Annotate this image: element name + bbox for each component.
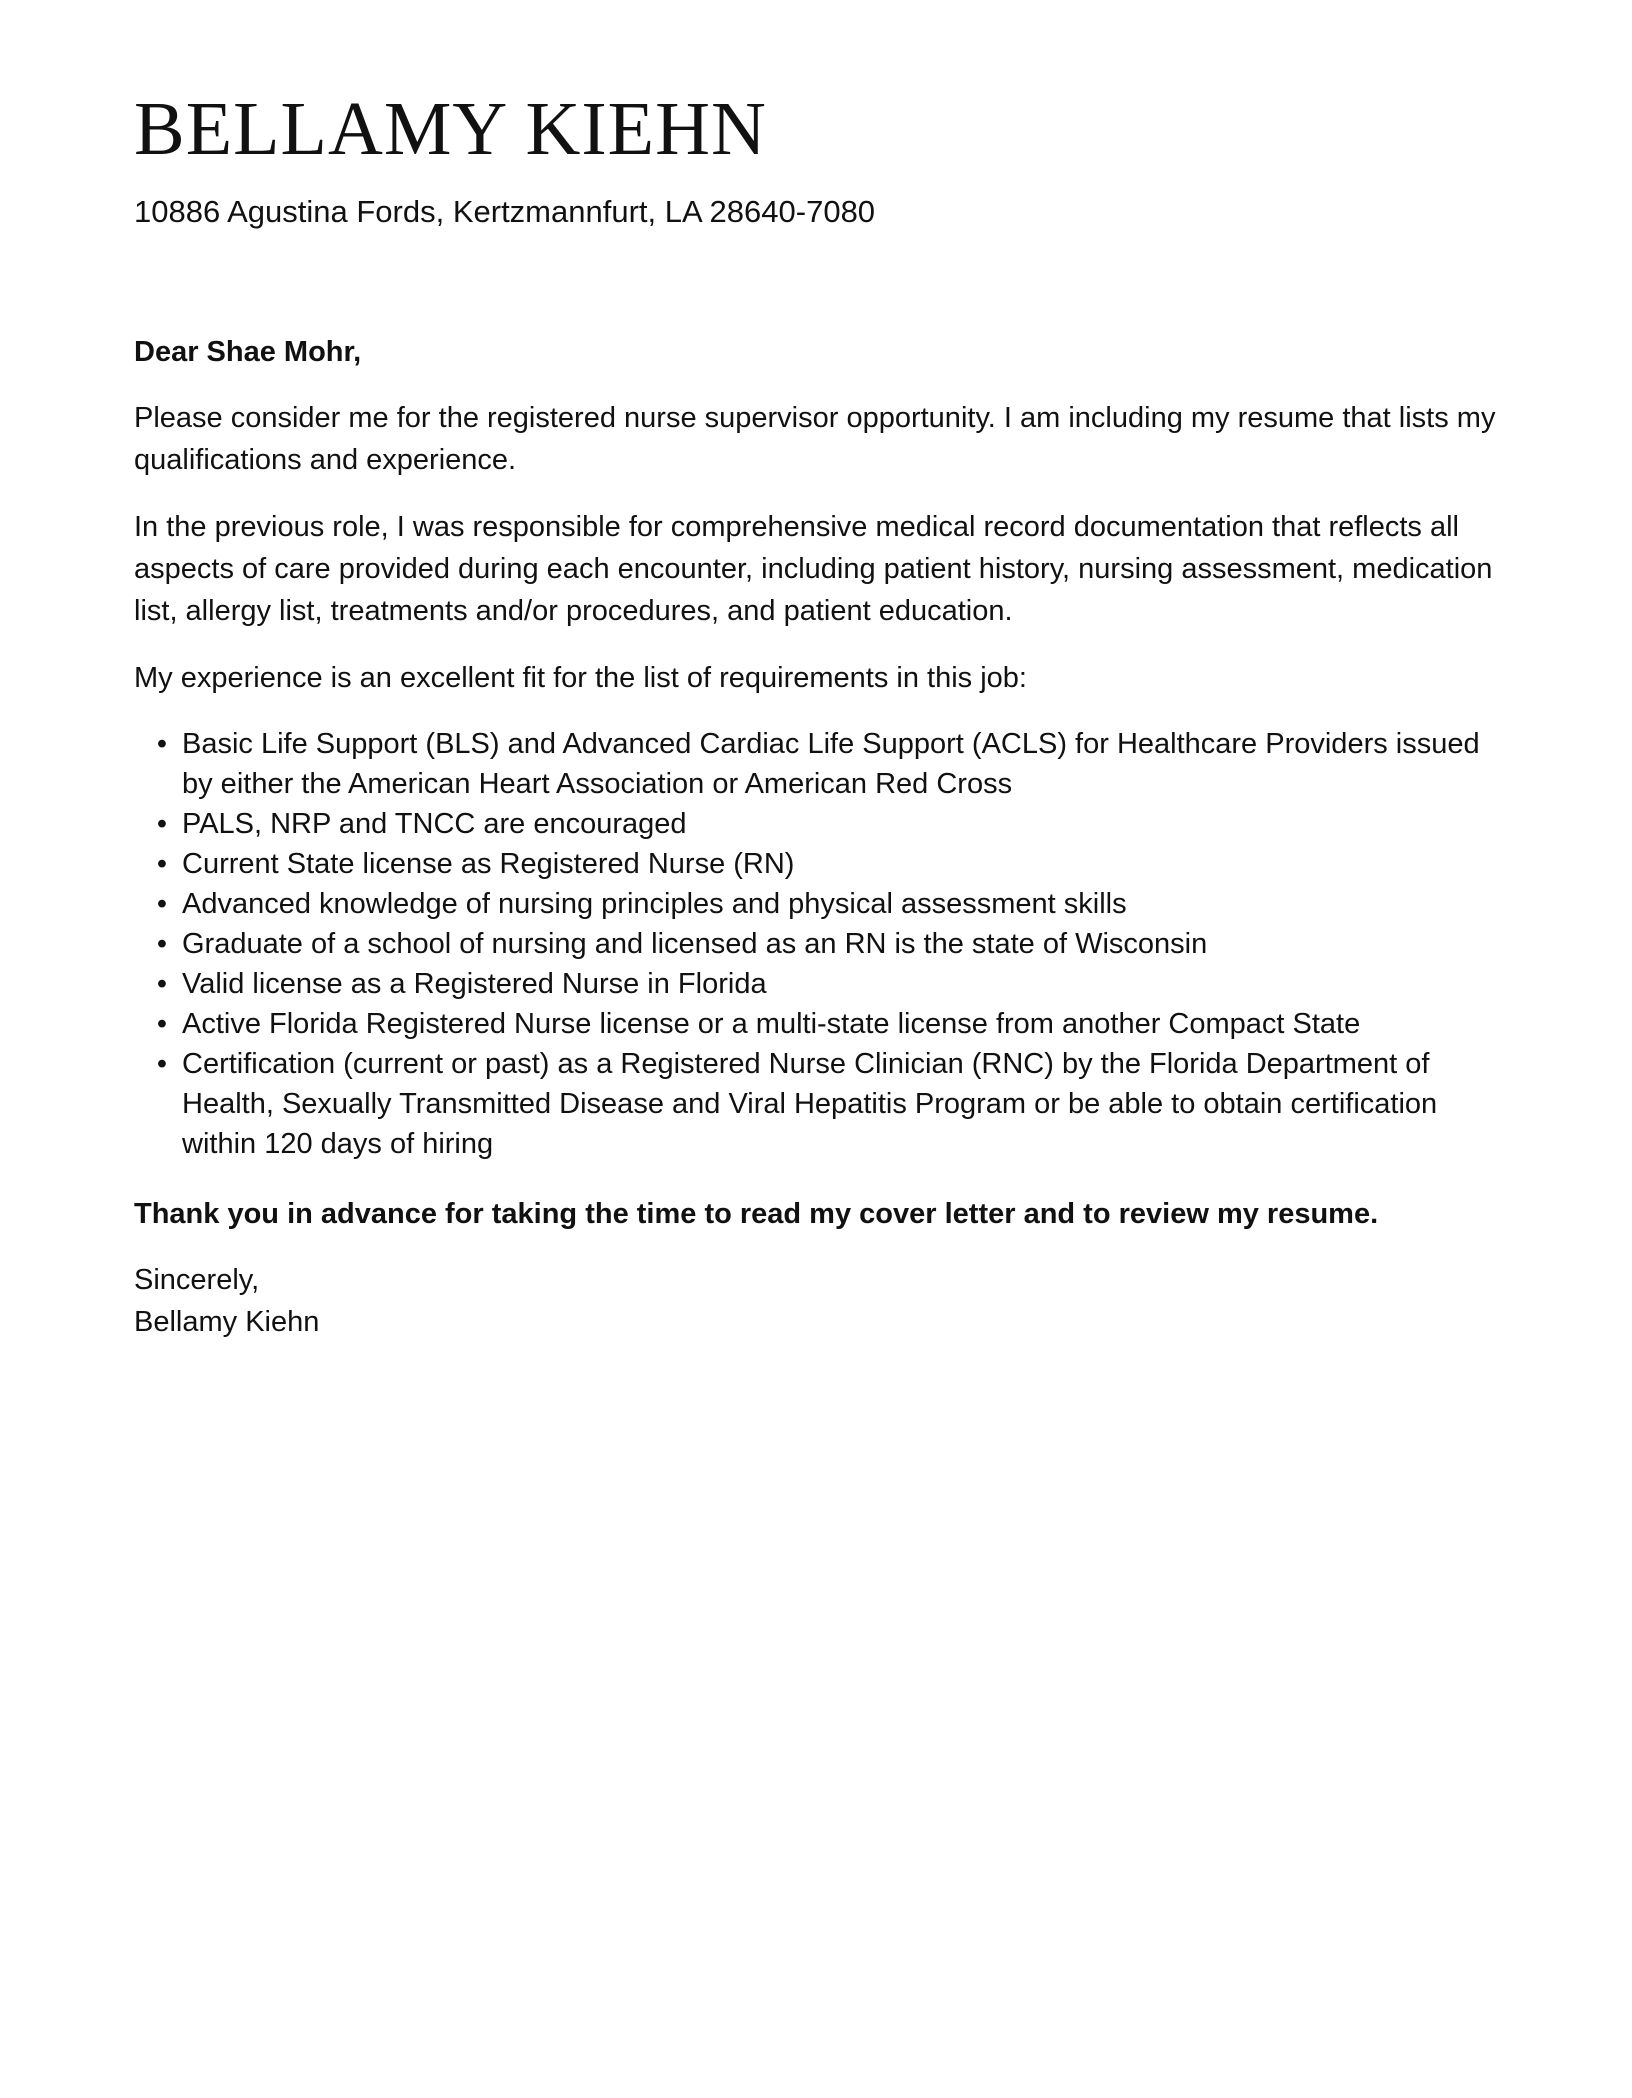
bullet-icon: • xyxy=(156,1008,168,1040)
bullet-icon: • xyxy=(156,888,168,920)
applicant-address: 10886 Agustina Fords, Kertzmannfurt, LA 28640-7080 xyxy=(134,194,876,229)
requirements-list xyxy=(134,724,1504,1164)
list-item-text: Active Florida Registered Nurse license or a multi-state license from another Compact State xyxy=(182,1008,1361,1040)
list-item-text: Graduate of a school of nursing and licensed as an RN is the state of Wisconsin xyxy=(182,928,1208,960)
list-item xyxy=(156,924,1504,964)
list-item-text: PALS, NRP and TNCC are encouraged xyxy=(182,808,687,840)
salutation: Dear Shae Mohr, xyxy=(134,336,362,368)
paragraph-intro: Please consider me for the registered nurse supervisor opportunity. I am including my resume that lists my qualifications and experience. xyxy=(134,402,1496,476)
closing-statement: Thank you in advance for taking the time to read my cover letter and to review my resume. xyxy=(134,1198,1379,1230)
paragraph-previous-role: In the previous role, I was responsible for comprehensive medical record documentation that reflects all aspects of care provided during each encounter, including patient history, nursing assessment, medication list, allergy list, treatments and/or procedures, and patient education. xyxy=(134,511,1493,627)
list-item-text: Advanced knowledge of nursing principles and physical assessment skills xyxy=(182,888,1127,920)
signoff-block xyxy=(134,1259,1504,1343)
signature-name: Bellamy Kiehn xyxy=(134,1306,320,1338)
list-item-text: Valid license as a Registered Nurse in Florida xyxy=(182,968,767,1000)
list-item-text: Current State license as Registered Nurse (RN) xyxy=(182,848,795,880)
signoff-text: Sincerely, xyxy=(134,1264,260,1296)
list-item xyxy=(156,964,1504,1004)
list-item xyxy=(156,1004,1504,1044)
list-item xyxy=(156,804,1504,844)
paragraph-requirements-intro: My experience is an excellent fit for the list of requirements in this job: xyxy=(134,662,1027,694)
list-item-text: Certification (current or past) as a Registered Nurse Clinician (RNC) by the Florida Department of Health, Sexually Transmitted Disease and Viral Hepatitis Program or be able to obtain certification within 120 days of hiring xyxy=(182,1048,1438,1160)
list-item-text: Basic Life Support (BLS) and Advanced Cardiac Life Support (ACLS) for Healthcare Providers issued by either the American Heart Association or American Red Cross xyxy=(182,728,1480,800)
bullet-icon: • xyxy=(156,928,168,960)
bullet-icon: • xyxy=(156,808,168,840)
applicant-name: BELLAMY KIEHN xyxy=(134,87,767,171)
bullet-icon: • xyxy=(156,1048,168,1080)
letter-body xyxy=(134,331,1504,1343)
bullet-icon: • xyxy=(156,968,168,1000)
bullet-icon: • xyxy=(156,848,168,880)
list-item xyxy=(156,844,1504,884)
list-item xyxy=(156,724,1504,804)
list-item xyxy=(156,1044,1504,1164)
list-item xyxy=(156,884,1504,924)
bullet-icon: • xyxy=(156,728,168,760)
